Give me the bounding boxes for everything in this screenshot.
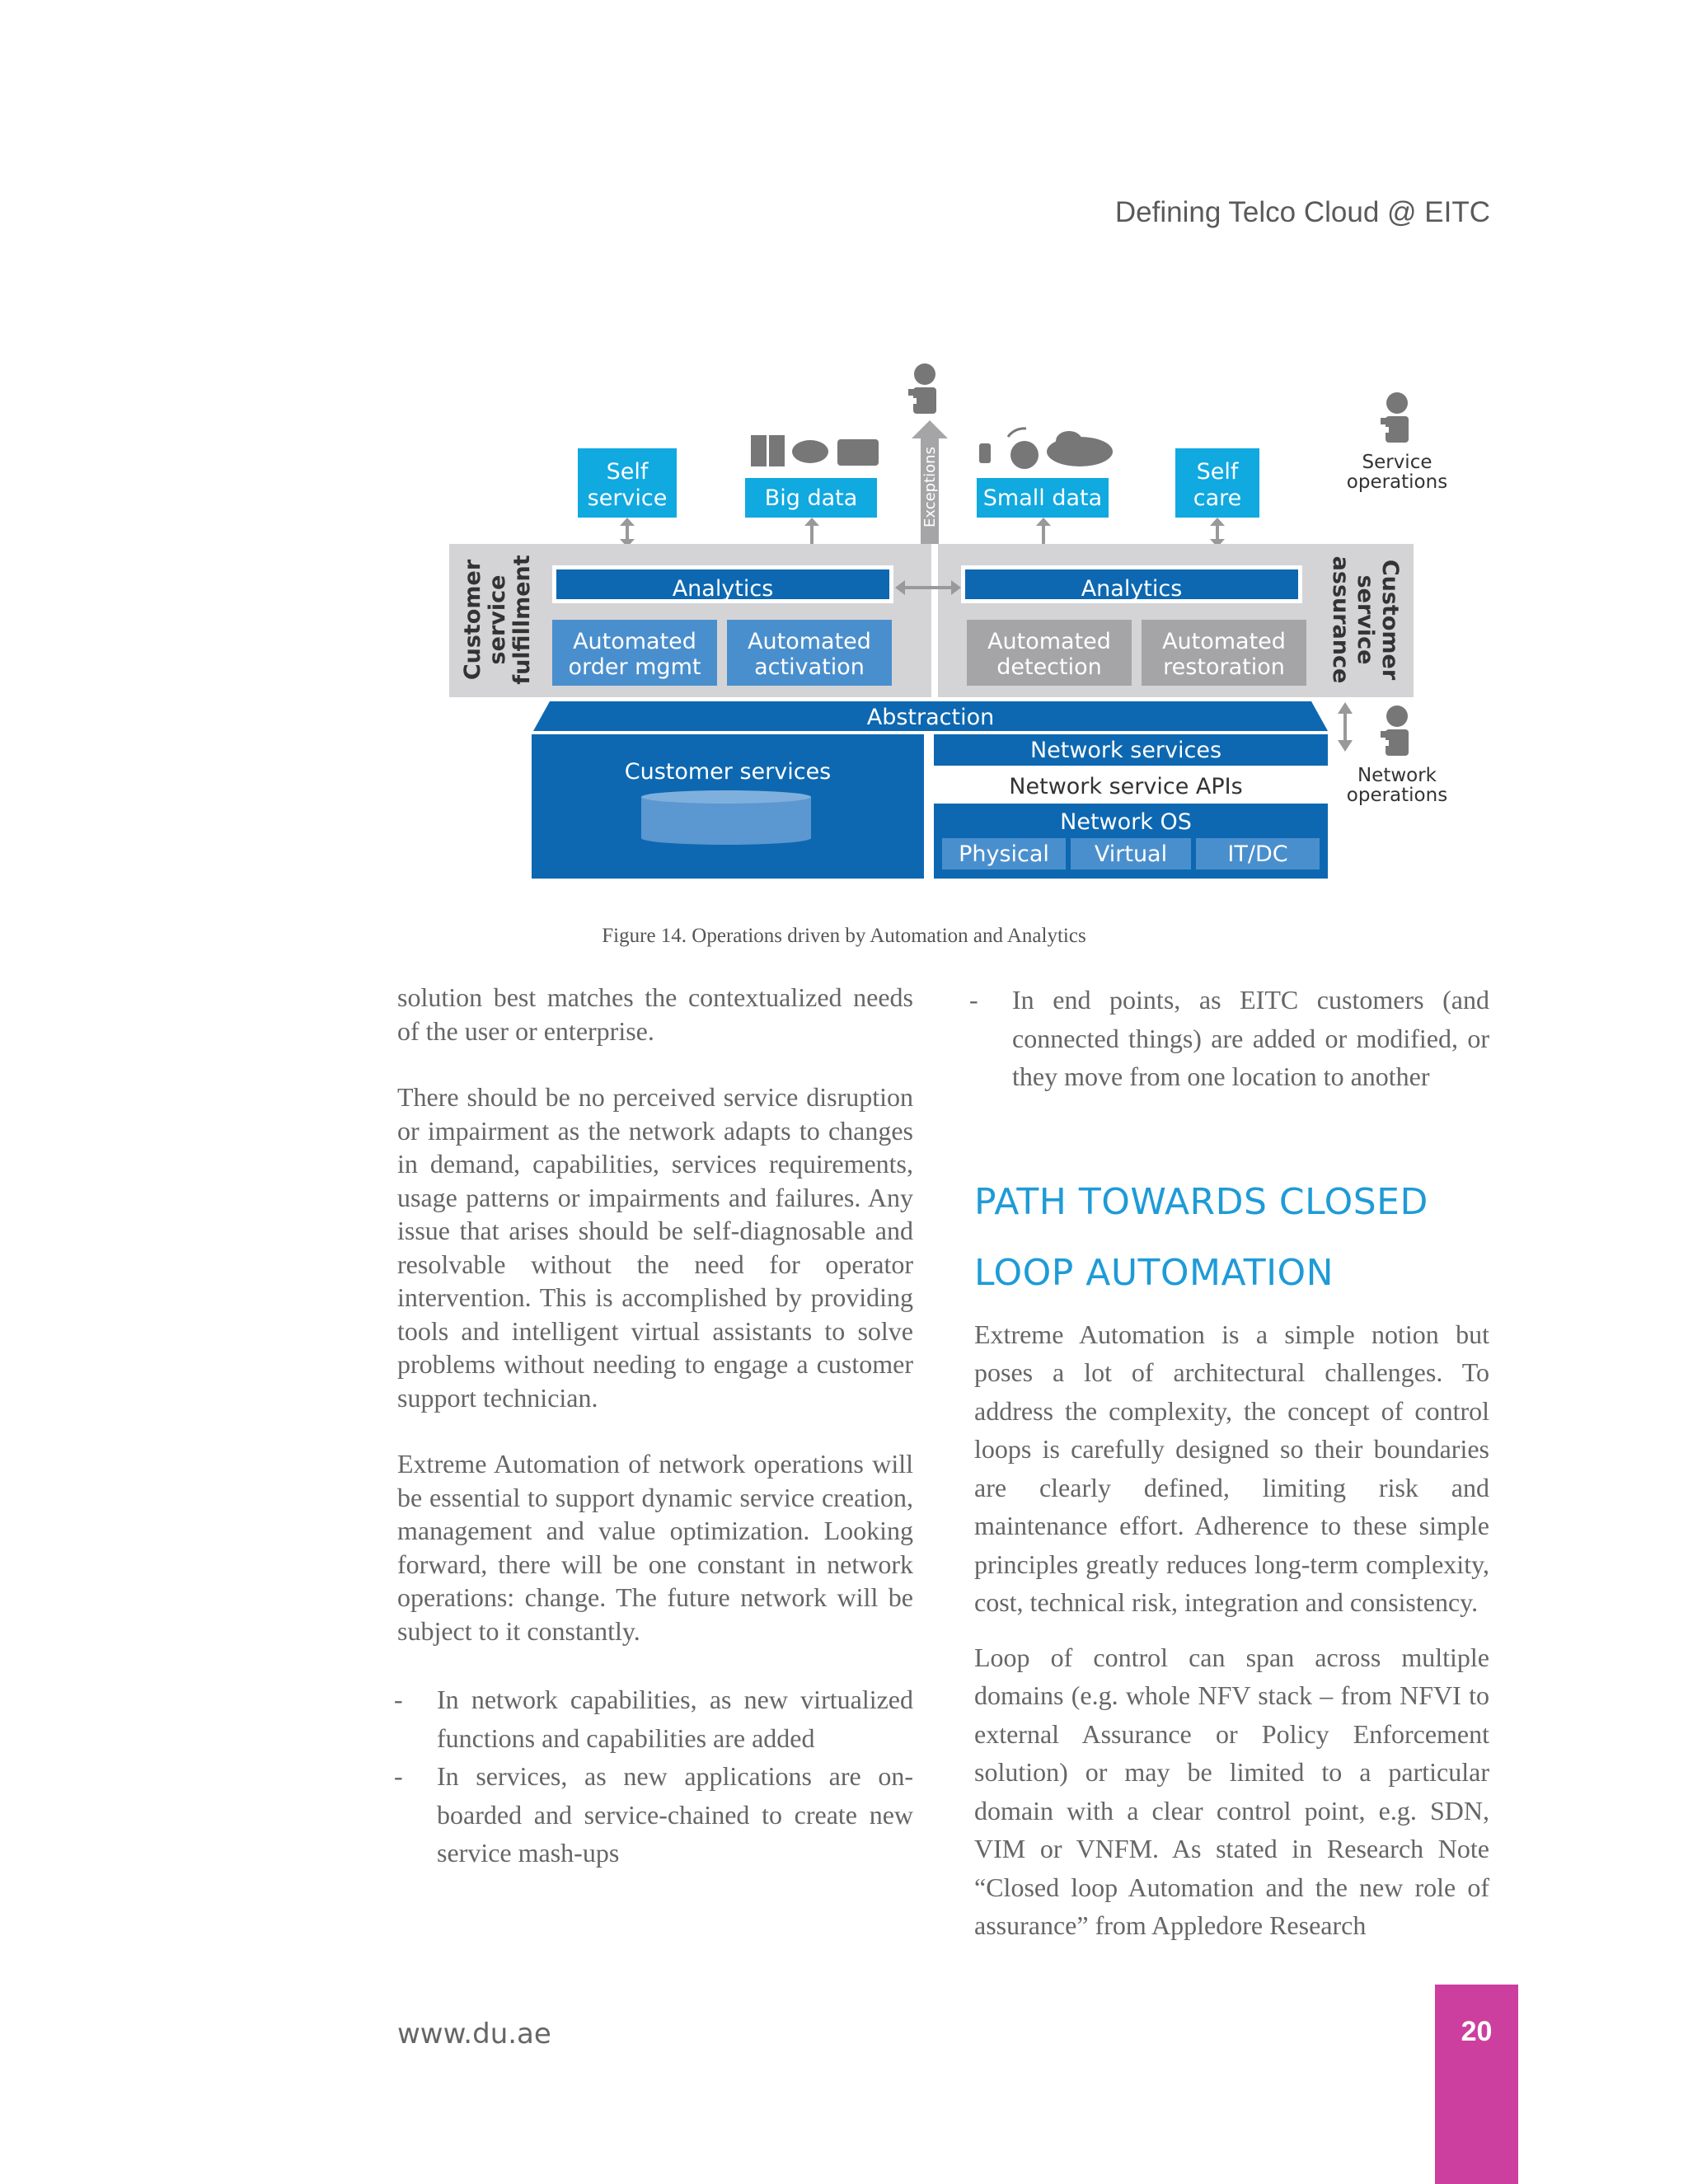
self-care-label-1: Self bbox=[1196, 459, 1239, 485]
exceptions-person-icon bbox=[908, 363, 936, 414]
left-paragraph-2: There should be no perceived service disruption or impairment as the network adapts to changes in demand, capabilities, services requirements, usage patterns or impairments and failures. Any issue that arises should be self-diagnosable and resolvable without the need for operator intervention. This is accomplished by providing tools and intelligent virtual assistants to solve problems without needing to engage a customer support technician. bbox=[397, 1082, 913, 1413]
list-item bbox=[394, 1680, 913, 1757]
network-operations-label-2: operations bbox=[1346, 785, 1448, 806]
it-dc-label: IT/DC bbox=[1227, 841, 1288, 867]
left-paragraph-3: Extreme Automation of network operations will be essential to support dynamic service creation, management and value optimization. Looking forward, there will be one constant in network operations: change. The future network will be subject to it constantly. bbox=[397, 1449, 913, 1646]
small-data-label: Small data bbox=[982, 485, 1103, 511]
network-operations-label-1: Network bbox=[1357, 765, 1437, 786]
list-item bbox=[394, 1757, 913, 1872]
service-operations-person-icon bbox=[1381, 392, 1409, 443]
bullet-dash: - bbox=[969, 985, 978, 1015]
left-bullet-1-text: In network capabilities, as new virtualized functions and capabilities are added bbox=[437, 1685, 913, 1753]
analytics-right-label: Analytics bbox=[1081, 576, 1183, 602]
automated-activation-label-1: Automated bbox=[748, 629, 871, 654]
right-paragraph-1: Extreme Automation is a simple notion but poses a lot of architectural challenges. To address the complexity, the concept of control loops is carefully designed so their boundaries are clearly defined, limiting risk and maintenance effort. Adherence to these simple principles greatly reduces long-term complexity, cost, technical risk, integration and consistency. bbox=[974, 1319, 1489, 1617]
small-data-icons bbox=[979, 429, 1113, 469]
left-bullet-2-text: In services, as new applications are on-boarded and service-chained to create new service mash-ups bbox=[437, 1761, 913, 1868]
network-operations-person-icon bbox=[1381, 705, 1409, 756]
big-data-icons bbox=[751, 435, 879, 466]
footer-website-url: www.du.ae bbox=[397, 2018, 551, 2050]
physical-label: Physical bbox=[959, 841, 1049, 867]
left-paragraph-1: solution best matches the contextualized needs of the user or enterprise. bbox=[397, 982, 913, 1046]
big-data-label: Big data bbox=[764, 485, 858, 511]
right-bullet-1-text: In end points, as EITC customers (and connected things) are added or modified, or they move from one location to another bbox=[1012, 985, 1489, 1091]
self-service-label-2: service bbox=[587, 485, 668, 511]
network-os-label: Network OS bbox=[1060, 809, 1192, 835]
left-column bbox=[394, 981, 913, 1872]
self-service-label-1: Self bbox=[606, 459, 649, 485]
section-heading: PATH TOWARDS CLOSED LOOP AUTOMATION bbox=[974, 1180, 1428, 1294]
operations-figure bbox=[445, 363, 1467, 894]
assurance-side-label-1: Customer bbox=[1377, 559, 1403, 681]
exceptions-arrow bbox=[912, 420, 948, 544]
virtual-label: Virtual bbox=[1094, 841, 1168, 867]
self-care-label-2: care bbox=[1193, 485, 1242, 511]
database-icon bbox=[641, 790, 811, 845]
bullet-dash: - bbox=[394, 1761, 403, 1791]
automated-order-label-2: order mgmt bbox=[568, 654, 701, 680]
automated-activation-label-2: activation bbox=[754, 654, 865, 680]
automated-detection-label-2: detection bbox=[996, 654, 1102, 680]
automated-restoration-label-2: restoration bbox=[1163, 654, 1285, 680]
network-operations-arrow bbox=[1338, 702, 1353, 752]
assurance-side-label-3: assurance bbox=[1328, 555, 1353, 684]
fulfillment-side-label-1: Customer bbox=[460, 559, 485, 681]
bullet-dash: - bbox=[394, 1685, 403, 1714]
automated-order-label-1: Automated bbox=[573, 629, 696, 654]
fulfillment-side-label-2: service bbox=[485, 574, 510, 665]
network-services-label: Network services bbox=[1029, 738, 1222, 763]
fulfillment-side-label-3: fulfillment bbox=[509, 555, 535, 685]
exceptions-label: Exceptions bbox=[921, 447, 939, 527]
right-column bbox=[969, 981, 1489, 1978]
service-operations-label-2: operations bbox=[1346, 471, 1448, 493]
right-paragraph-2: Loop of control can span across multiple domains (e.g. whole NFV stack – from NFVI to external Assurance or Policy Enforcement solution) or may be limited to a particular domain with a clear control point, e.g. SDN, VIM or VNFM. As stated in Research Note “Closed loop Automation and the new role of assurance” from Appledore Research bbox=[974, 1642, 1489, 1940]
analytics-left-label: Analytics bbox=[672, 576, 774, 602]
assurance-side-label-2: service bbox=[1353, 574, 1378, 665]
page-header-title: Defining Telco Cloud @ EITC bbox=[1114, 196, 1490, 228]
service-operations-label-1: Service bbox=[1362, 452, 1432, 473]
page-number-tab bbox=[1435, 1985, 1518, 2184]
left-bullet-list bbox=[394, 1680, 913, 1872]
operations-diagram bbox=[445, 363, 1467, 890]
right-bullet-list bbox=[969, 981, 1489, 1096]
network-service-apis-label: Network service APIs bbox=[1009, 774, 1243, 799]
automated-detection-label-1: Automated bbox=[987, 629, 1111, 654]
list-item bbox=[969, 981, 1489, 1096]
figure-caption: Figure 14. Operations driven by Automation and Analytics bbox=[602, 925, 1086, 947]
customer-services-label: Customer services bbox=[624, 759, 832, 785]
page-number: 20 bbox=[1461, 2016, 1493, 2047]
automated-restoration-label-1: Automated bbox=[1162, 629, 1286, 654]
abstraction-label: Abstraction bbox=[866, 705, 995, 730]
